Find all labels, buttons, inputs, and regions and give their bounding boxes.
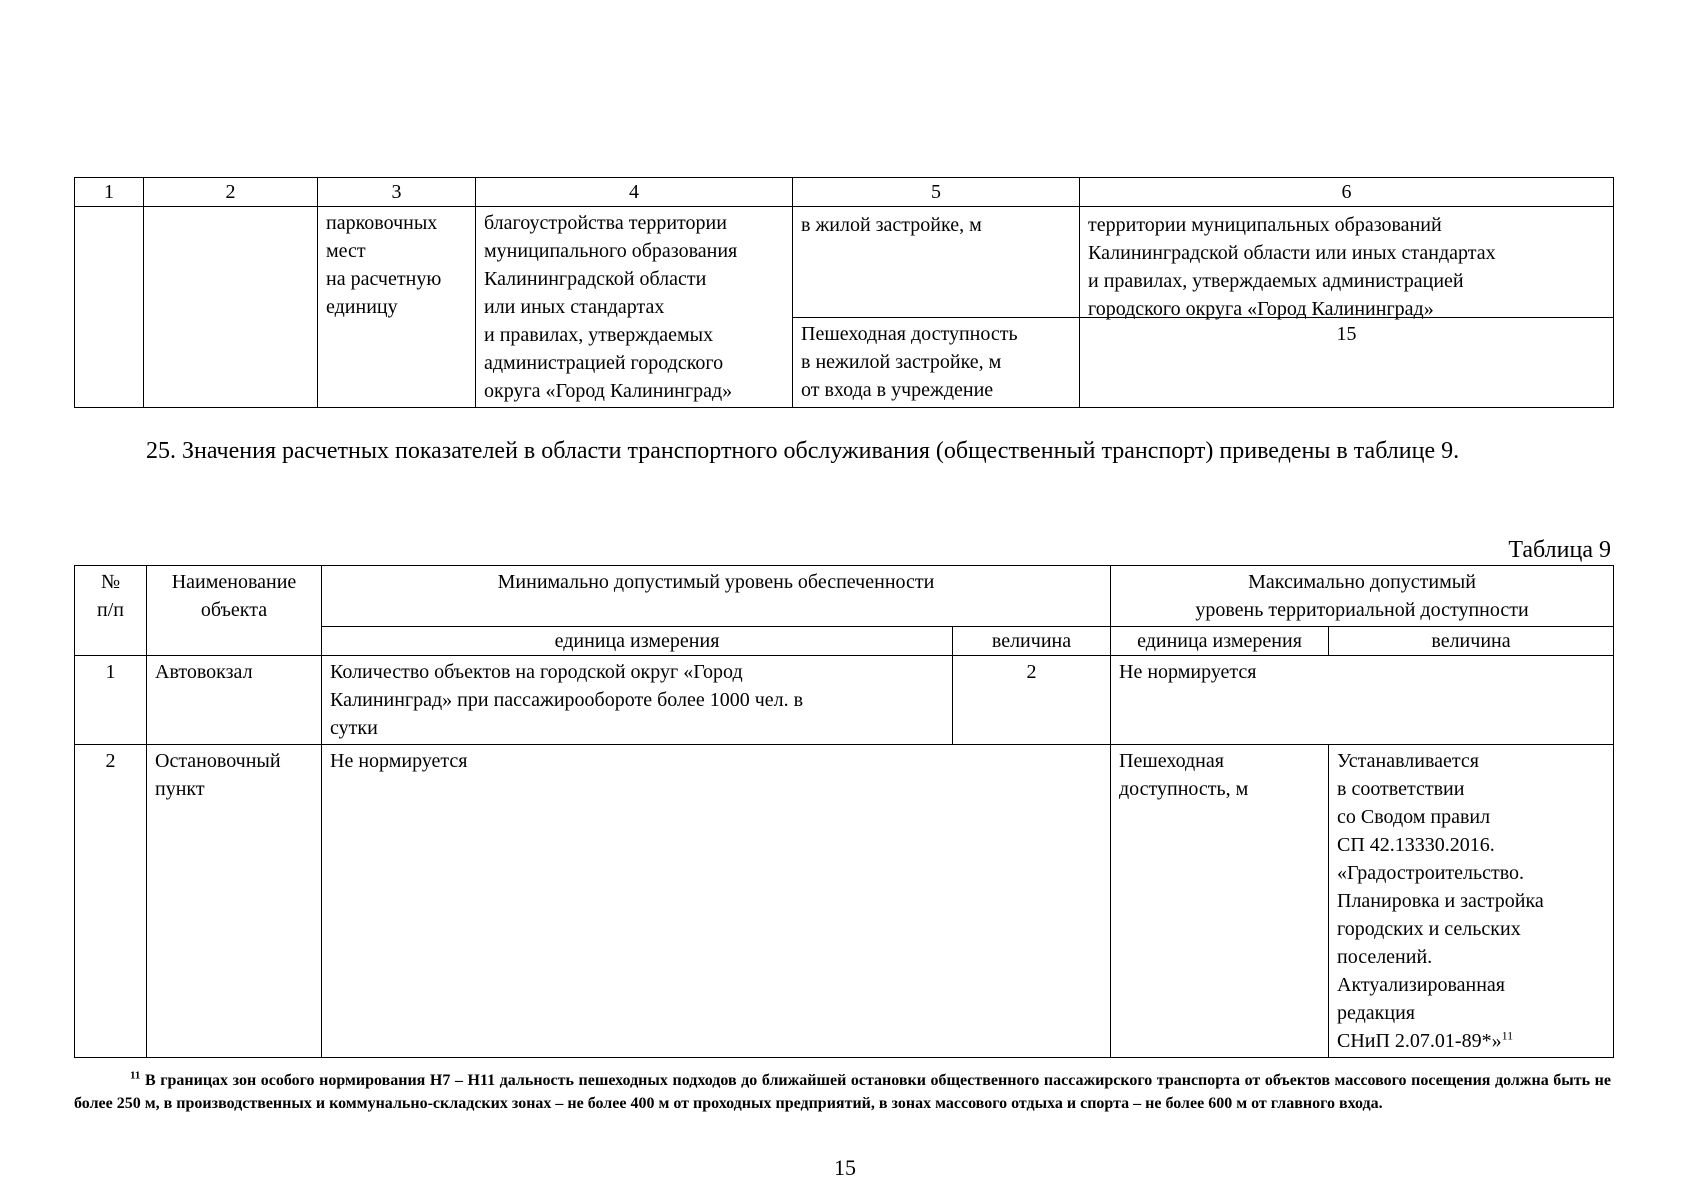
max-value	[1329, 745, 1614, 1058]
table-9-header-row	[75, 566, 1614, 627]
table-9	[74, 565, 1614, 1058]
min-unit: Количество объектов на городской округ «Город Калининград» при пассажирообороте более 1000 чел. в сутки	[322, 656, 953, 745]
object-name: Автовокзал	[147, 656, 322, 745]
min-level-value: Не нормируется	[322, 745, 1111, 1058]
header-max-value: величина	[1329, 627, 1614, 656]
column-number-2: 2	[144, 178, 318, 207]
column-number-5: 5	[793, 178, 1080, 207]
header-min-level: Минимально допустимый уровень обеспеченности	[322, 566, 1111, 627]
empty-cell	[75, 207, 144, 408]
header-min-value: величина	[953, 627, 1111, 656]
accessibility-non-residential: Пешеходная доступность в нежилой застройке, м от входа в учреждение	[801, 323, 1018, 401]
empty-cell	[144, 207, 318, 408]
row-number: 1	[75, 656, 147, 745]
column-number-row	[75, 178, 1614, 207]
object-name: Остановочный пункт	[147, 745, 322, 1058]
column-number-3: 3	[318, 178, 476, 207]
footnote-text: В границах зон особого нормирования Н7 – Н11 дальность пешеходных подходов до ближайшей остановки общественного пассажирского транспорта от объектов массового посещения должна быть не более 250 м, в производственных и коммунально-складских зонах – не более 400 м от проходных предприятий, в зонах массового отдыха и спорта – не более 600 м от главного входа.	[74, 1072, 1611, 1112]
max-level-value: Не нормируется	[1111, 656, 1614, 745]
table-8-continuation	[74, 177, 1614, 408]
table-row	[75, 656, 1614, 745]
footnote	[74, 1069, 1611, 1115]
row-number: 2	[75, 745, 147, 1058]
accessibility-value-text: территории муниципальных образований Калининградской области или иных стандартах и правилах, утверждаемых администрацией городского округа «Город Калининград»	[1080, 207, 1613, 318]
max-value-text: Устанавливается в соответствии со Сводом правил СП 42.13330.2016. «Градостроительство. Планировка и застройка городских и сельских поселений. Актуализированная редакция СНиП 2.07.01-89*»	[1337, 750, 1544, 1052]
header-max-level: Максимально допустимый уровень территориальной доступности	[1111, 566, 1614, 627]
column-number-1: 1	[75, 178, 144, 207]
footnote-mark: 11	[1501, 1028, 1514, 1043]
header-number: № п/п	[75, 566, 147, 656]
footnote-number: 11	[130, 1069, 141, 1082]
accessibility-residential: в жилой застройке, м	[793, 207, 1079, 318]
min-value: 2	[953, 656, 1111, 745]
max-unit: Пешеходная доступность, м	[1111, 745, 1329, 1058]
paragraph-25: 25. Значения расчетных показателей в области транспортного обслуживания (общественный транспорт) приведены в таблице 9.	[146, 438, 1460, 464]
column-number-6: 6	[1080, 178, 1614, 207]
accessibility-value-cell	[1080, 207, 1614, 408]
normative-source-cell: благоустройства территории муниципального образования Калининградской области или иных стандартах и правилах, утверждаемых администрацией городского округа «Город Калининград»	[476, 207, 793, 408]
column-number-4: 4	[476, 178, 793, 207]
header-object-name: Наименование объекта	[147, 566, 322, 656]
unit-cell: парковочных мест на расчетную единицу	[318, 207, 476, 408]
header-min-unit: единица измерения	[322, 627, 953, 656]
table-row	[75, 745, 1614, 1058]
table-9-caption: Таблица 9	[1508, 537, 1611, 563]
table-row	[75, 207, 1614, 408]
accessibility-value-number: 15	[1336, 323, 1357, 345]
header-max-unit: единица измерения	[1111, 627, 1329, 656]
page-number: 15	[834, 1155, 856, 1180]
accessibility-unit-cell	[793, 207, 1080, 408]
